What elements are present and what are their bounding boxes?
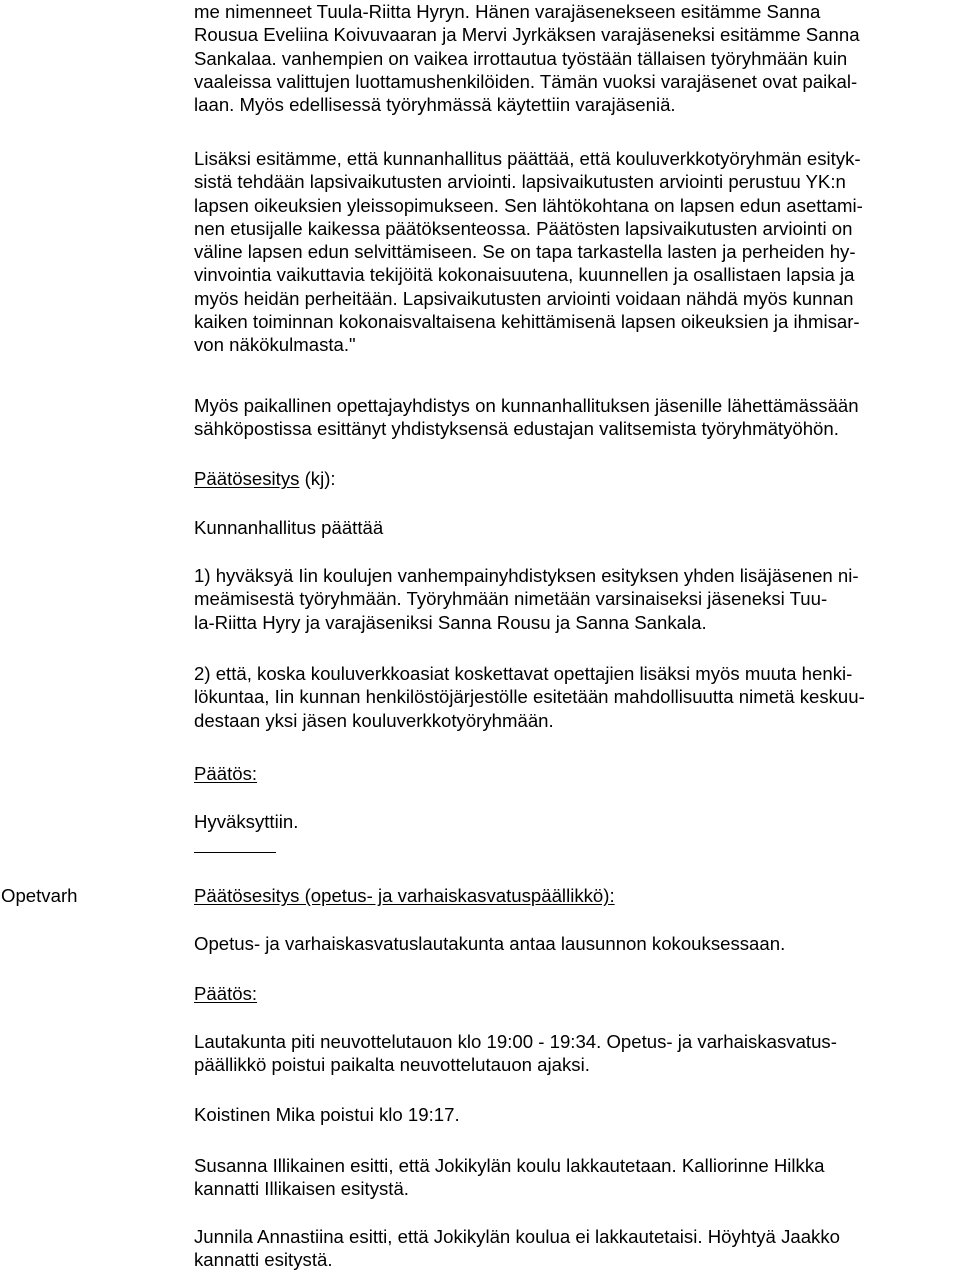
decision-item-1: 1) hyväksyä Iin koulujen vanhempainyhdistyksen esityksen yhden lisäjäsenen ni- meämisestä työryhmään. Työryhmään nimetään varsinaiseksi jäseneksi Tuu- la-Riitta Hyry ja varajäseniksi Sanna Rousu ja Sanna Sankala. [194,565,859,633]
board-decides: Kunnanhallitus päättää [194,517,384,538]
proposal-kj-label: Päätösesitys [194,468,300,489]
decision-label-1: Päätös: [194,763,258,784]
proposal-kj-suffix: (kj): [299,468,336,489]
decision-label-2: Päätös: [194,983,258,1004]
koistinen-note: Koistinen Mika poistui klo 19:17. [194,1104,460,1125]
paragraph-varajasenet: me nimenneet Tuula-Riitta Hyryn. Hänen varajäsenekseen esitämme Sanna Rousua Eveliina Koivuvaaran ja Mervi Jyrkäksen varajäseneksi esitämme Sanna Sankalaa. vanhempien on vaikea irrottautua työstään tällaisen työryhmään kuin vaaleissa valittujen luottamushenkilöiden. Tämän vuoksi varajäsenet ovat paikal- laan. Myös edellisessä työryhmässä käytettiin varajäseniä. [194,1,860,116]
statement: Opetus- ja varhaiskasvatuslautakunta antaa lausunnon kokouksessaan. [194,933,786,954]
decision-text-1: Hyväksyttiin. [194,811,299,832]
paragraph-lapsivaikutukset: Lisäksi esitämme, että kunnanhallitus päättää, että kouluverkkotyöryhmän esityk- sistä tehdään lapsivaikutusten arviointi. lapsivaikutusten arviointi perustuu YK:n lapsen oikeuksien yleissopimukseen. Sen lähtökohtana on lapsen edun asettami- nen etusijalle kaikessa päätöksenteossa. Päätösten lapsivaikutusten arviointi on väline lapsen edun selvittämiseen. Se on tapa tarkastella lasten ja perheiden hy- vinvointia vaikuttavia tekijöitä kokonaisuutena, kuunnellen ja osallistaen lapsia ja myös heidän perheitään. Lapsivaikutusten arviointi voidaan nähdä myös kunnan kaiken toiminnan kokonaisvaltaisena kehittämisenä lapsen oikeuksien ja ihmisar- von näkökulmasta." [194,148,863,356]
paragraph-opettajayhdistys: Myös paikallinen opettajayhdistys on kunnanhallituksen jäsenille lähettämässään sähköpostissa esittänyt yhdistyksensä edustajan valitsemista työryhmätyöhön. [194,395,859,440]
illikainen-note: Susanna Illikainen esitti, että Jokikylän koulu lakkautetaan. Kalliorinne Hilkka kannatti Illikaisen esitystä. [194,1155,825,1200]
break-note: Lautakunta piti neuvottelutauon klo 19:00 - 19:34. Opetus- ja varhaiskasvatus- päällikkö poistui paikalta neuvottelutauon ajaksi. [194,1031,837,1076]
section-divider [194,852,276,853]
junnila-note: Junnila Annastiina esitti, että Jokikylän koulua ei lakkautetaisi. Höyhtyä Jaakko kannatti esitystä. [194,1226,840,1271]
margin-label-opetvarh: Opetvarh [1,885,78,906]
proposal-kj-heading [194,467,336,490]
proposal-opetvarh-heading: Päätösesitys (opetus- ja varhaiskasvatuspäällikkö): [194,885,615,906]
decision-item-2: 2) että, koska kouluverkkoasiat koskettavat opettajien lisäksi myös muuta henki- lökuntaa, Iin kunnan henkilöstöjärjestölle esitetään mahdollisuutta nimetä keskuu- destaan yksi jäsen kouluverkkotyöryhmään. [194,663,865,731]
